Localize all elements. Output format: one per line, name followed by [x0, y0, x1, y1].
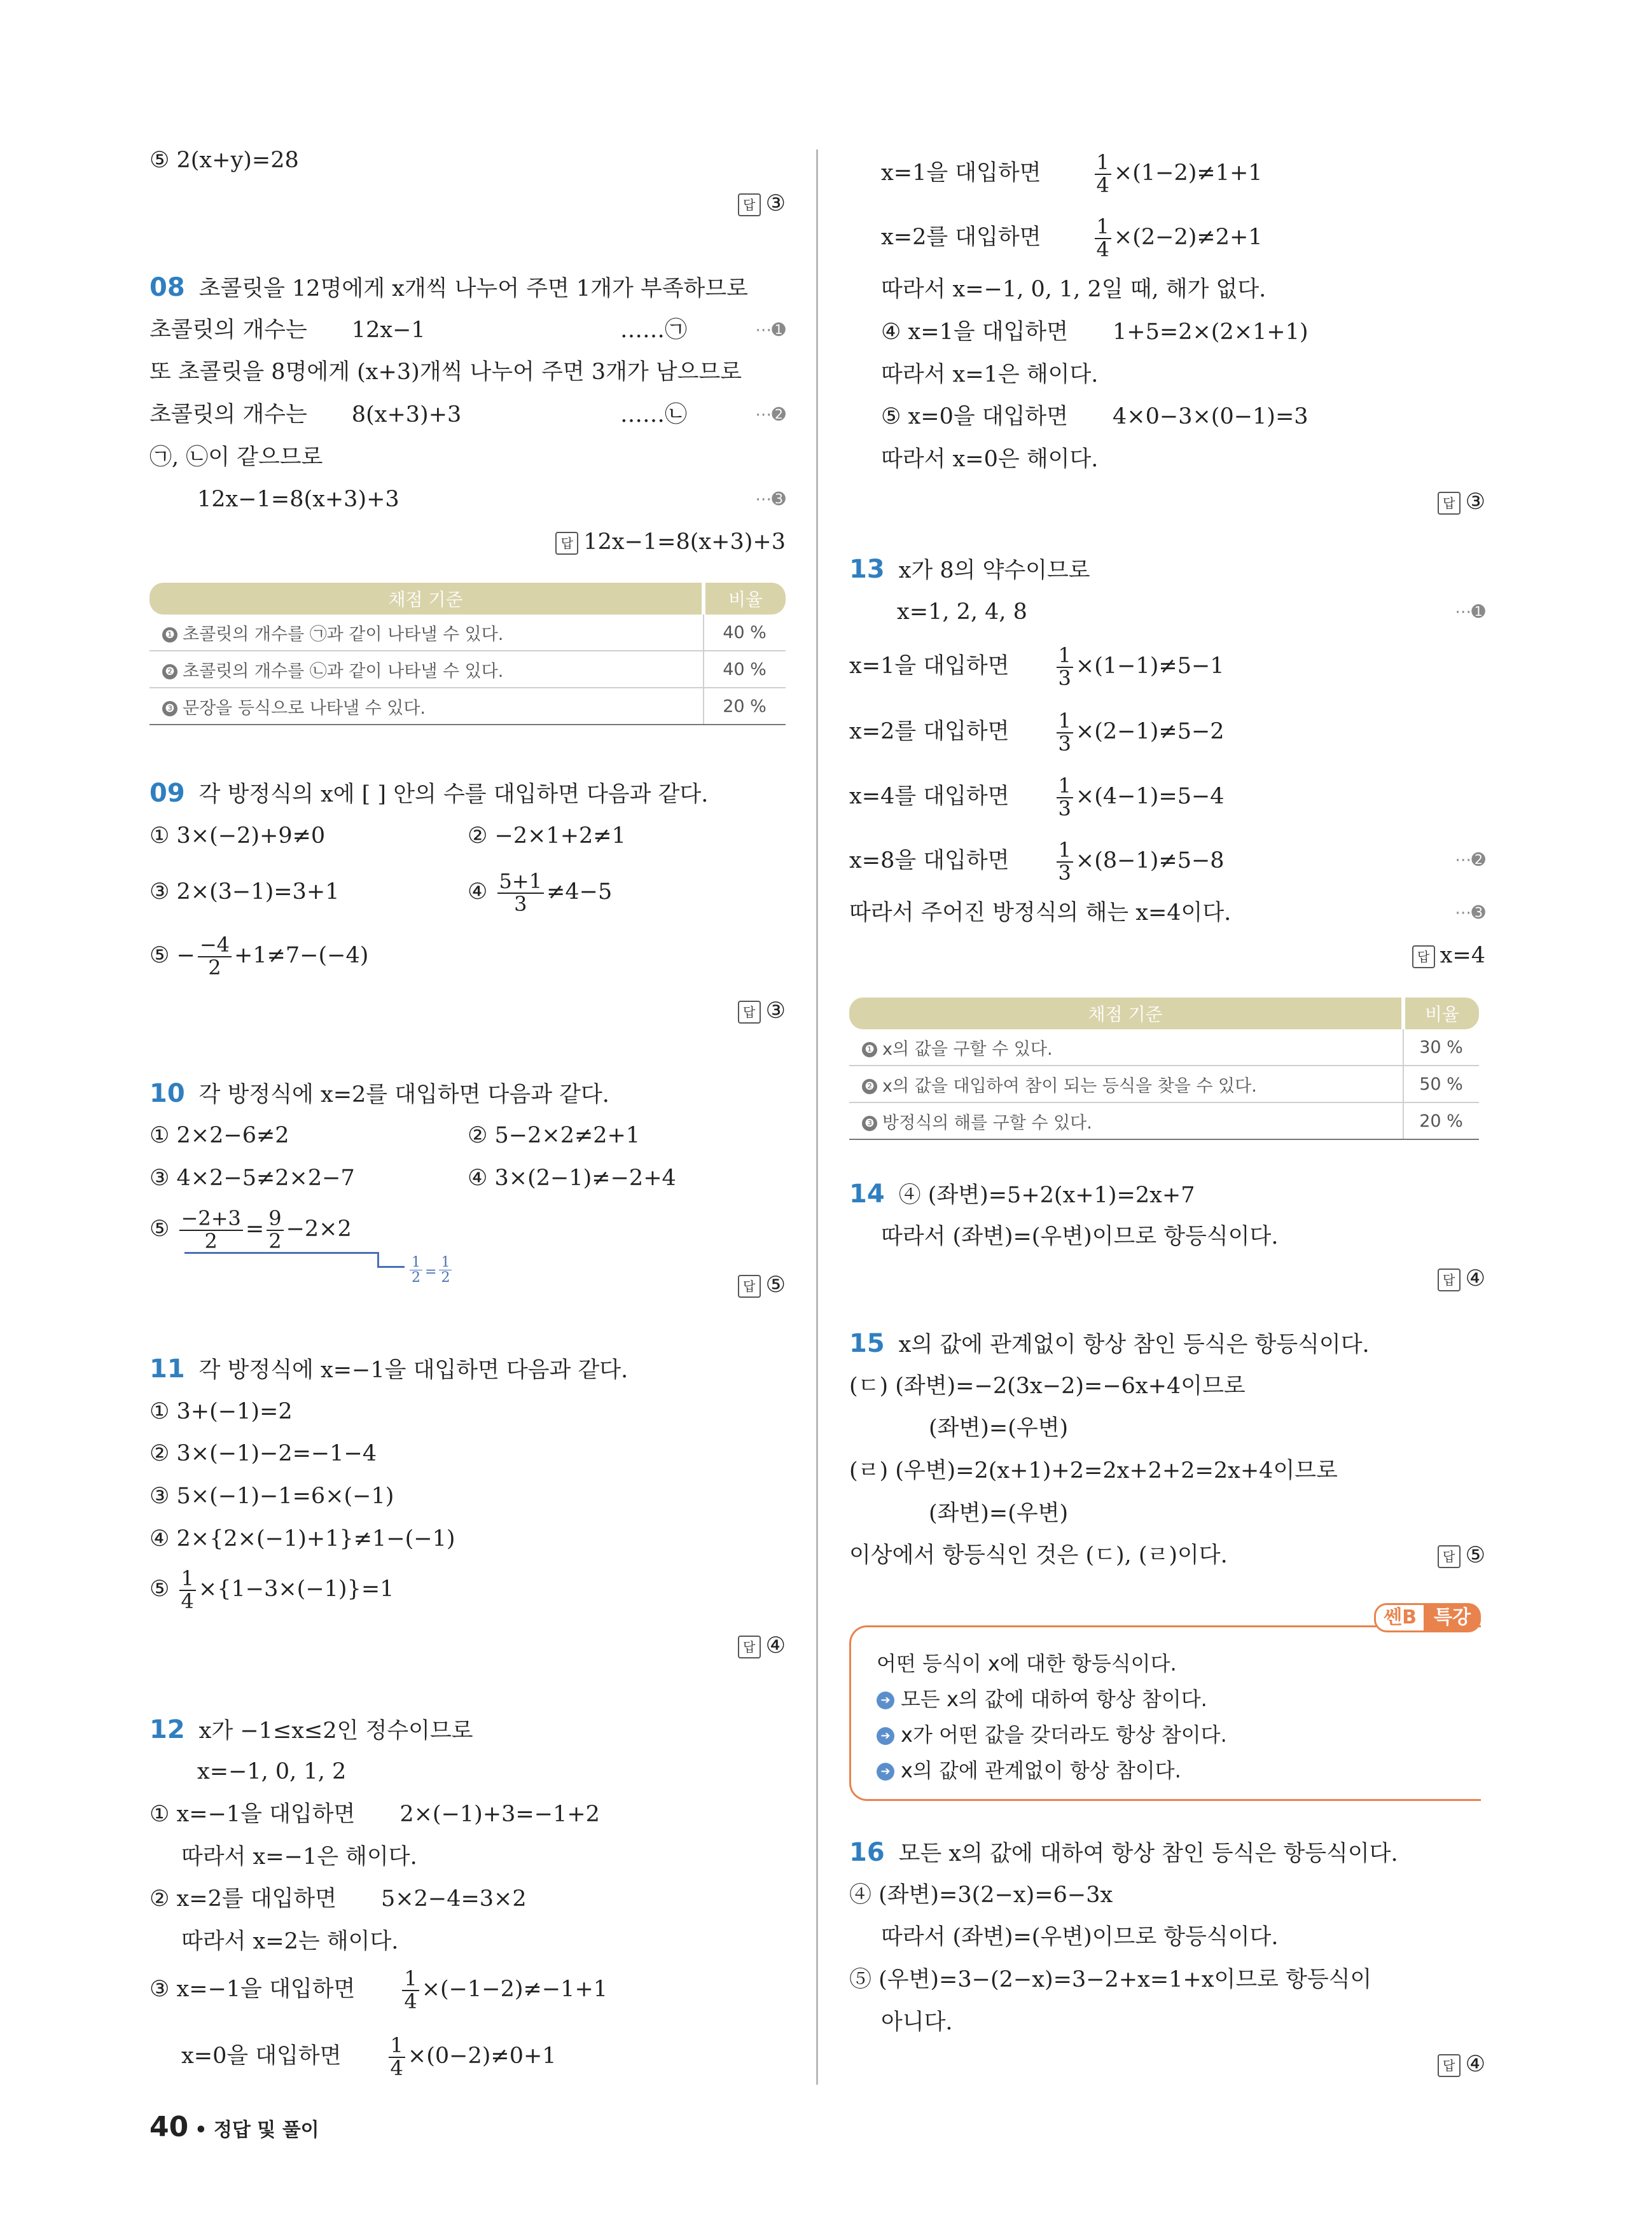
q08-step2: ⋯➋ [755, 405, 786, 424]
tip-tab-label: 특강 [1424, 1603, 1481, 1632]
q15-line5: (좌변)=(우변) [929, 1501, 1069, 1526]
answer-badge: 답 [1412, 945, 1435, 968]
q10-option3: ③ 4×2−5≠2×2−7 [149, 1165, 355, 1191]
table-header-ratio: 비율 [704, 583, 786, 615]
q08-mark1: ……㉠ [620, 317, 688, 343]
q08-line2: 초콜릿의 개수는 12x−1 [149, 317, 426, 343]
q12-line1: 12 x가 −1≤x≤2인 정수이므로 [149, 1715, 473, 1744]
q08-line6: 12x−1=8(x+3)+3 [197, 487, 399, 512]
q08-line4: 초콜릿의 개수는 8(x+3)+3 [149, 402, 462, 427]
q14-line2: 따라서 (좌변)=(우변)이므로 항등식이다. [881, 1224, 1279, 1249]
tip-line3: ➔ x가 어떤 값을 갖더라도 항상 참이다. [877, 1719, 1227, 1748]
q14-number: 14 [849, 1179, 885, 1209]
table-row: ❷ x의 값을 대입하여 참이 되는 등식을 찾을 수 있다. 50 % [849, 1066, 1479, 1102]
q16-line4: ⑤ (우변)=3−(2−x)=3−2+x=1+x이므로 항등식이 [849, 1967, 1372, 1992]
q11-option4: ④ 2×{2×(−1)+1}≠1−(−1) [149, 1526, 455, 1552]
q10-option4: ④ 3×(2−1)≠−2+4 [468, 1165, 676, 1191]
tip-tab [1374, 1603, 1481, 1632]
q16-answer: 답 ④ [1438, 2050, 1485, 2078]
q15-line6: 이상에서 항등식인 것은 (ㄷ), (ㄹ)이다. [849, 1543, 1228, 1568]
q12-line7: ③ x=−1을 대입하면 $\frac{1}{4}$ ×(−1−2)≠−1+1 [149, 1966, 608, 2013]
q08-mark2: ……㉡ [620, 402, 688, 427]
q08-step3: ⋯➌ [755, 490, 786, 509]
q16-line5: 아니다. [881, 2010, 953, 2035]
q16-line1: 16 모든 x의 값에 대하여 항상 참인 등식은 항등식이다. [849, 1838, 1398, 1867]
q13-row3: x=4를 대입하면 $\frac{1}{3}$ ×(4−1)=5−4 [849, 773, 1225, 821]
q15-line2: (ㄷ) (좌변)=−2(3x−2)=−6x+4이므로 [849, 1373, 1246, 1399]
q08-line3: 또 초콜릿을 8명에게 (x+3)개씩 나누어 주면 3개가 남으므로 [149, 359, 742, 385]
q12-line6: 따라서 x=2는 해이다. [181, 1929, 399, 1954]
tip-line1: 어떤 등식이 x에 대한 항등식이다. [877, 1651, 1177, 1676]
q09-number: 09 [149, 779, 185, 808]
q13-line7: 따라서 주어진 방정식의 해는 x=4이다. [849, 900, 1232, 926]
page-number: 40 [149, 2111, 189, 2143]
q14-answer: 답 ④ [1438, 1265, 1485, 1293]
answer-badge: 답 [738, 193, 761, 216]
q15-answer: 답 ⑤ [1438, 1541, 1485, 1569]
answer-badge: 답 [1438, 492, 1461, 515]
q10-note: $\frac{1}{2}$ = $\frac{1}{2}$ [407, 1250, 454, 1291]
q13-number: 13 [849, 555, 885, 584]
table-row: ❶ x의 값을 구할 수 있다. 30 % [849, 1029, 1479, 1066]
q11-number: 11 [149, 1354, 185, 1384]
table-row: ❶ 초콜릿의 개수를 ㉠과 같이 나타낼 수 있다. 40 % [149, 615, 786, 651]
page-footer [149, 2111, 319, 2143]
arrow-right-icon: ➔ [877, 1692, 894, 1709]
q08-line1: 08 초콜릿을 12명에게 x개씩 나누어 주면 1개가 부족하므로 [149, 273, 748, 302]
q12-cont-line5: 따라서 x=1은 해이다. [881, 362, 1099, 387]
q12-cont-line7: 따라서 x=0은 해이다. [881, 447, 1099, 472]
table-header-ratio: 비율 [1403, 997, 1479, 1029]
q09-option5: ⑤ − $\frac{-4}{2}$ +1≠7−(−4) [149, 932, 369, 980]
q09-line1: 09 각 방정식의 x에 [ ] 안의 수를 대입하면 다음과 같다. [149, 779, 709, 808]
q08-step1: ⋯➊ [755, 321, 786, 340]
q09-option2: ② −2×1+2≠1 [468, 823, 626, 849]
q13-row2: x=2를 대입하면 $\frac{1}{3}$ ×(2−1)≠5−2 [849, 708, 1225, 756]
q11-answer: 답 ④ [738, 1632, 786, 1660]
arrow-right-icon: ➔ [877, 1763, 894, 1781]
q12-cont-line1: x=1을 대입하면 $\frac{1}{4}$ ×(1−2)≠1+1 [881, 149, 1263, 197]
q12-cont-line4: ④ x=1을 대입하면 1+5=2×(2×1+1) [881, 319, 1308, 345]
q13-line1: 13 x가 8의 약수이므로 [849, 555, 1090, 584]
tip-tab-brand: 쎈B [1374, 1603, 1426, 1632]
q13-scoring-table [849, 997, 1479, 1140]
q13-row4: x=8을 대입하면 $\frac{1}{3}$ ×(8−1)≠5−8 [849, 837, 1225, 885]
answer-badge: 답 [738, 1275, 761, 1298]
footer-title: • 정답 및 풀이 [195, 2119, 319, 2141]
q11-option1: ① 3+(−1)=2 [149, 1399, 293, 1424]
table-row: ❷ 초콜릿의 개수를 ㉡과 같이 나타낼 수 있다. 40 % [149, 651, 786, 688]
tip-line2: ➔ 모든 x의 값에 대하여 항상 참이다. [877, 1683, 1207, 1713]
q13-step1: ⋯➊ [1455, 602, 1485, 622]
q12-number: 12 [149, 1715, 185, 1744]
q15-line3: (좌변)=(우변) [929, 1415, 1069, 1441]
q12-line4: 따라서 x=−1은 해이다. [181, 1844, 417, 1870]
table-header-criteria: 채점 기준 [849, 997, 1403, 1029]
q08-number: 08 [149, 273, 185, 302]
q12-line2: x=−1, 0, 1, 2 [197, 1759, 347, 1784]
q15-line4: (ㄹ) (우변)=2(x+1)+2=2x+2+2=2x+4이므로 [849, 1458, 1338, 1484]
q11-option3: ③ 5×(−1)−1=6×(−1) [149, 1484, 394, 1509]
q16-line3: 따라서 (좌변)=(우변)이므로 항등식이다. [881, 1924, 1279, 1950]
q12-line5: ② x=2를 대입하면 5×2−4=3×2 [149, 1886, 527, 1912]
q10-option2: ② 5−2×2≠2+1 [468, 1123, 641, 1148]
q15-line1: 15 x의 값에 관계없이 항상 참인 등식은 항등식이다. [849, 1329, 1370, 1358]
q10-pointer [377, 1252, 405, 1268]
q09-option4: ④ $\frac{5+1}{3}$ ≠4−5 [468, 868, 613, 916]
q12-answer: 답 ③ [1438, 488, 1485, 516]
q10-number: 10 [149, 1079, 185, 1108]
q14-line1: 14 ④ (좌변)=5+2(x+1)=2x+7 [849, 1179, 1195, 1209]
q10-answer: 답 ⑤ [738, 1271, 786, 1299]
q13-answer: 답 x=4 [1412, 942, 1485, 970]
table-header-criteria: 채점 기준 [149, 583, 704, 615]
arrow-right-icon: ➔ [877, 1727, 894, 1745]
q11-option5: ⑤ $\frac{1}{4}$ ×{1−3×(−1)}=1 [149, 1566, 394, 1613]
table-row: ❸ 방정식의 해를 구할 수 있다. 20 % [849, 1102, 1479, 1139]
table-row: ❸ 문장을 등식으로 나타낼 수 있다. 20 % [149, 688, 786, 725]
q08-answer: 답 12x−1=8(x+3)+3 [555, 528, 786, 556]
q12-line8: x=0을 대입하면 $\frac{1}{4}$ ×(0−2)≠0+1 [181, 2033, 557, 2080]
q08-line5: ㉠, ㉡이 같으므로 [149, 445, 323, 470]
q09-option3: ③ 2×(3−1)=3+1 [149, 879, 340, 905]
answer-badge: 답 [555, 532, 578, 555]
prev-answer: 답 ③ [738, 190, 786, 218]
answer-badge: 답 [1438, 1545, 1461, 1568]
q10-option1: ① 2×2−6≠2 [149, 1123, 289, 1148]
q09-option1: ① 3×(−2)+9≠0 [149, 823, 326, 849]
tip-line4: ➔ x의 값에 관계없이 항상 참이다. [877, 1755, 1181, 1784]
tip-box [849, 1606, 1481, 1801]
q13-row1: x=1을 대입하면 $\frac{1}{3}$ ×(1−1)≠5−1 [849, 643, 1225, 690]
column-divider [816, 149, 818, 2085]
q12-line3: ① x=−1을 대입하면 2×(−1)+3=−1+2 [149, 1802, 600, 1827]
answer-badge: 답 [1438, 2054, 1461, 2077]
q16-number: 16 [849, 1838, 885, 1867]
q13-step2: ⋯➋ [1455, 851, 1485, 870]
q13-line2: x=1, 2, 4, 8 [897, 599, 1027, 625]
q12-cont-line6: ⑤ x=0을 대입하면 4×0−3×(0−1)=3 [881, 404, 1308, 429]
q10-underline [184, 1252, 378, 1254]
q11-line1: 11 각 방정식에 x=−1을 대입하면 다음과 같다. [149, 1354, 628, 1384]
answer-badge: 답 [1438, 1268, 1461, 1291]
q09-answer: 답 ③ [738, 997, 786, 1025]
answer-badge: 답 [738, 1636, 761, 1658]
q12-cont-line2: x=2를 대입하면 $\frac{1}{4}$ ×(2−2)≠2+1 [881, 214, 1263, 261]
q13-step3: ⋯➌ [1455, 903, 1485, 922]
q15-number: 15 [849, 1329, 885, 1358]
prev-option-5: ⑤ 2(x+y)=28 [149, 148, 299, 173]
q11-option2: ② 3×(−1)−2=−1−4 [149, 1441, 377, 1466]
answer-badge: 답 [738, 1001, 761, 1024]
q10-option5: ⑤ $\frac{-2+3}{2}$ = $\frac{9}{2}$ −2×2 [149, 1206, 352, 1253]
q10-line1: 10 각 방정식에 x=2를 대입하면 다음과 같다. [149, 1079, 609, 1108]
q08-scoring-table [149, 583, 786, 725]
q12-cont-line3: 따라서 x=−1, 0, 1, 2일 때, 해가 없다. [881, 277, 1267, 302]
q16-line2: ④ (좌변)=3(2−x)=6−3x [849, 1882, 1113, 1908]
